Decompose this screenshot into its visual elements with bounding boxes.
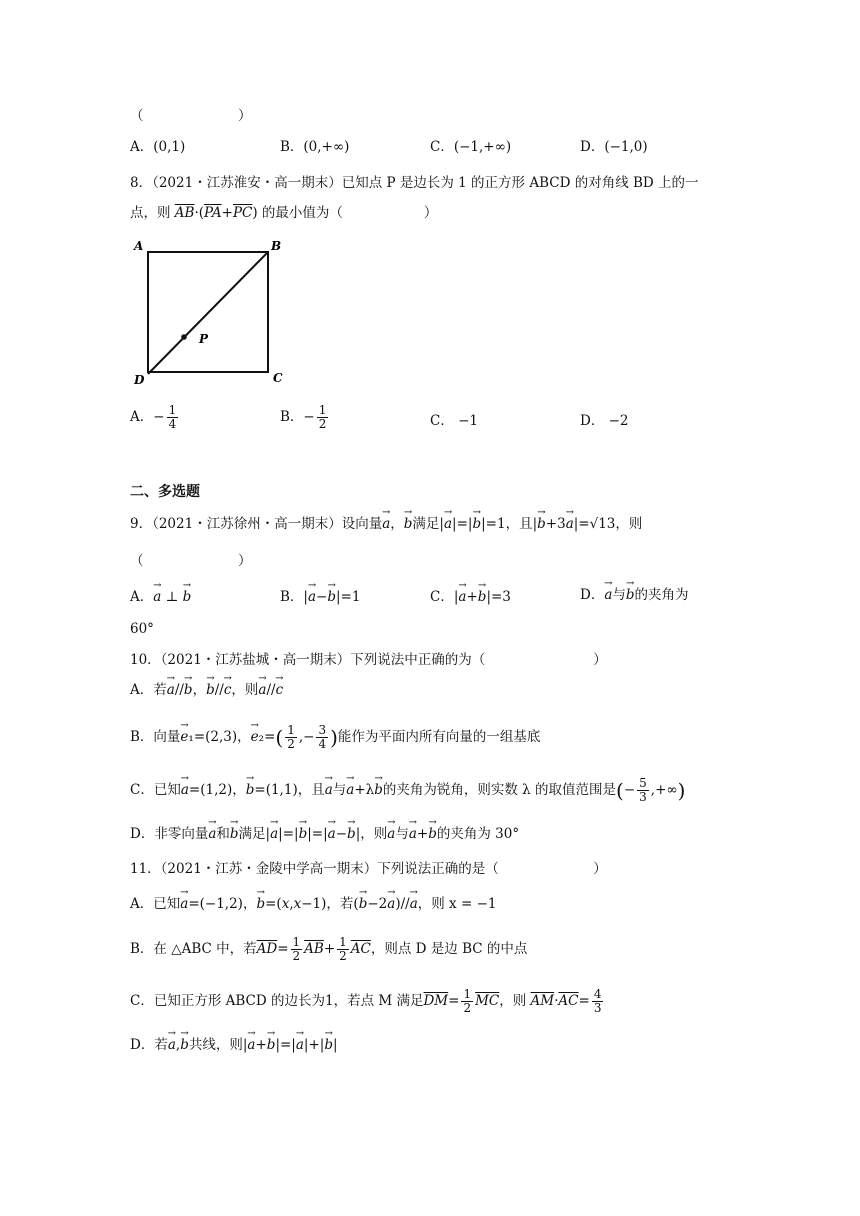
label-d: D bbox=[134, 373, 145, 387]
q7-answer-paren: （ ） bbox=[130, 108, 252, 124]
q9-answer-paren: （ ） bbox=[130, 553, 252, 569]
q11-option-d: D．若→ a,→ b共线，则|→ a+→ b|=|→ a|+|→ b| bbox=[130, 1035, 338, 1055]
q10-option-b: B．向量→ e₁=(2,3)，→ e₂=( $\frac{1}{2}$ ,− $\frac{3}{4}$ )能作为平面内所有向量的一组基底 bbox=[130, 724, 540, 751]
q9-option-a: A．→ a ⊥ → b bbox=[130, 587, 191, 607]
label-p: P bbox=[199, 332, 209, 346]
label-a: A bbox=[134, 239, 144, 253]
q9-option-d: D．→ a与→ b的夹角为 bbox=[580, 585, 689, 605]
q10-option-a: A．若→ a//→ b，→ b//→ c，则→ a//→ c bbox=[130, 680, 283, 700]
square-figure bbox=[128, 236, 298, 388]
q8-option-c: C． −1 bbox=[430, 413, 479, 429]
q7-option-a: A．(0,1) bbox=[130, 139, 186, 155]
q7-option-c: C．(−1,+∞) bbox=[430, 139, 512, 155]
q7-option-b: B．(0,+∞) bbox=[280, 139, 350, 155]
section-heading: 二、多选题 bbox=[130, 484, 200, 500]
q8-stem-line2: 点，则 $\overline{AB}\cdot(\overline{PA}+\overline{PC})$ 的最小值为（ ） bbox=[130, 205, 438, 221]
q11-option-b: B．在 △ABC 中，若$\overline{AD}=$ $\frac{1}{2}$ $\overline{AB}+$ $\frac{1}{2}$ $\overline{AC}$，则点 D 是边 BC 的中点 bbox=[130, 935, 528, 963]
label-c: C bbox=[273, 371, 283, 385]
q9-option-c: C．|→ a+→ b|=3 bbox=[430, 587, 511, 607]
q8-stem-line1: 8．（2021・江苏淮安・高一期末）已知点 P 是边长为 1 的正方形 ABCD 的对角线 BD 上的一 bbox=[130, 175, 699, 191]
q10-option-c: C．已知→ a=(1,2)，→ b=(1,1)，且→ a与→ a+λ→ b的夹角为锐角，则实数 λ 的取值范围是(− $\frac{5}{3}$ ,+∞) bbox=[130, 777, 685, 804]
q10-option-d: D．非零向量→ a和→ b满足|→ a|=|→ b|=|→ a−→ b|，则→ a与→ a+→ b的夹角为 30° bbox=[130, 824, 519, 844]
q8-option-a: A．− $\frac{1}{4}$ bbox=[130, 403, 177, 431]
q9-option-b: B．|→ a−→ b|=1 bbox=[280, 587, 360, 607]
q8-option-d: D． −2 bbox=[580, 413, 629, 429]
q9-stem-line1: 9．（2021・江苏徐州・高一期末）设向量→ a，→ b满足|→ a|=|→ b|=1，且|→ b+3→ a|=√13，则 bbox=[130, 514, 642, 534]
q11-option-c: C．已知正方形 ABCD 的边长为1，若点 M 满足$\overline{DM}=$ $\frac{1}{2}$ $\overline{MC}$，则 $\overline{AM}\cdot\overline{AC}=$ $\frac{4}{3}$ bbox=[130, 987, 602, 1015]
q8-option-b: B．− $\frac{1}{2}$ bbox=[280, 403, 327, 431]
q10-stem: 10．（2021・江苏盐城・高一期末）下列说法中正确的为（ ） bbox=[130, 652, 607, 668]
q11-option-a: A．已知→ a=(−1,2)，→ b=(x,x−1)，若(→ b−2→ a)//→ a，则 x = −1 bbox=[130, 894, 496, 914]
label-b: B bbox=[271, 239, 282, 253]
q11-stem: 11．（2021・江苏・金陵中学高一期末）下列说法正确的是（ ） bbox=[130, 861, 607, 877]
q7-option-d: D．(−1,0) bbox=[580, 139, 648, 155]
q9-option-d-deg: 60° bbox=[130, 621, 154, 637]
